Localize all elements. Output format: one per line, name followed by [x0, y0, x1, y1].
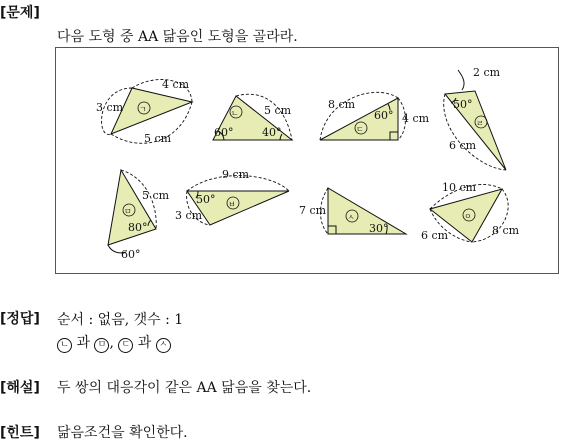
triangle-id: ㅅ	[347, 213, 355, 222]
side-label: 3 cm	[96, 101, 124, 114]
problem-label: [문제]	[0, 5, 40, 21]
angle-label: 50°	[196, 193, 216, 206]
answer-line-2	[57, 332, 171, 353]
hint-text: 닮음조건을 확인한다.	[57, 425, 188, 441]
triangle-giyeok	[96, 78, 192, 145]
triangle-siot	[299, 188, 406, 235]
circled-letter: ㅁ	[94, 338, 109, 353]
angle-label: 60°	[214, 126, 234, 139]
angle-label: 60°	[374, 109, 394, 122]
angle-label: 30°	[369, 222, 389, 235]
triangle-id: ㄱ	[139, 105, 147, 114]
circled-letter: ㄷ	[118, 338, 133, 353]
side-label: 3 cm	[175, 209, 203, 222]
side-label: 4 cm	[402, 112, 430, 125]
triangle-digeut	[320, 92, 430, 140]
angle-label: 40°	[262, 126, 282, 139]
answer-word: 과	[76, 335, 90, 351]
circled-letter: ㄴ	[57, 338, 72, 353]
problem-text: 다음 도형 중 AA 닮음인 도형을 골라라.	[57, 29, 298, 45]
side-label: 8 cm	[328, 98, 356, 111]
triangle-id: ㅂ	[228, 200, 236, 209]
side-label: 6 cm	[421, 229, 449, 242]
side-label: 5 cm	[264, 104, 292, 117]
side-label: 8 cm	[492, 224, 520, 237]
triangle-id: ㄷ	[356, 125, 364, 134]
explanation-text: 두 쌍의 대응각이 같은 AA 닮음을 찾는다.	[57, 380, 312, 396]
side-label: 10 cm	[442, 181, 477, 194]
triangle-ieung	[421, 181, 520, 242]
side-label: 7 cm	[299, 204, 327, 217]
triangle-id: ㄴ	[231, 109, 239, 118]
triangle-rieul	[444, 66, 506, 170]
triangle-id: ㄹ	[476, 119, 484, 128]
side-label: 9 cm	[222, 168, 250, 181]
side-label: 5 cm	[144, 132, 172, 145]
angle-label: 50°	[453, 98, 473, 111]
hint-label: [힌트]	[0, 425, 40, 441]
angle-label: 80°	[128, 221, 148, 234]
side-label: 4 cm	[162, 78, 190, 91]
triangle-id: ㅇ	[464, 212, 472, 221]
triangle-nieun	[213, 94, 292, 140]
figure-box	[55, 47, 559, 274]
side-label: 6 cm	[449, 139, 477, 152]
angle-label: 60°	[121, 248, 141, 261]
triangle-id: ㅁ	[124, 207, 132, 216]
circled-letter: ㅅ	[156, 338, 171, 353]
explanation-label: [해설]	[0, 380, 40, 396]
answer-line-1: 순서 : 없음, 갯수 : 1	[57, 312, 184, 328]
answer-label: [정답]	[0, 311, 40, 327]
side-label: 5 cm	[142, 189, 170, 202]
triangles-figure	[56, 48, 560, 275]
answer-word: 과	[137, 335, 152, 351]
side-label: 2 cm	[473, 66, 501, 79]
triangle-mieum	[108, 170, 170, 261]
answer-comma: ,	[109, 335, 114, 351]
triangle-bieup	[175, 168, 289, 225]
